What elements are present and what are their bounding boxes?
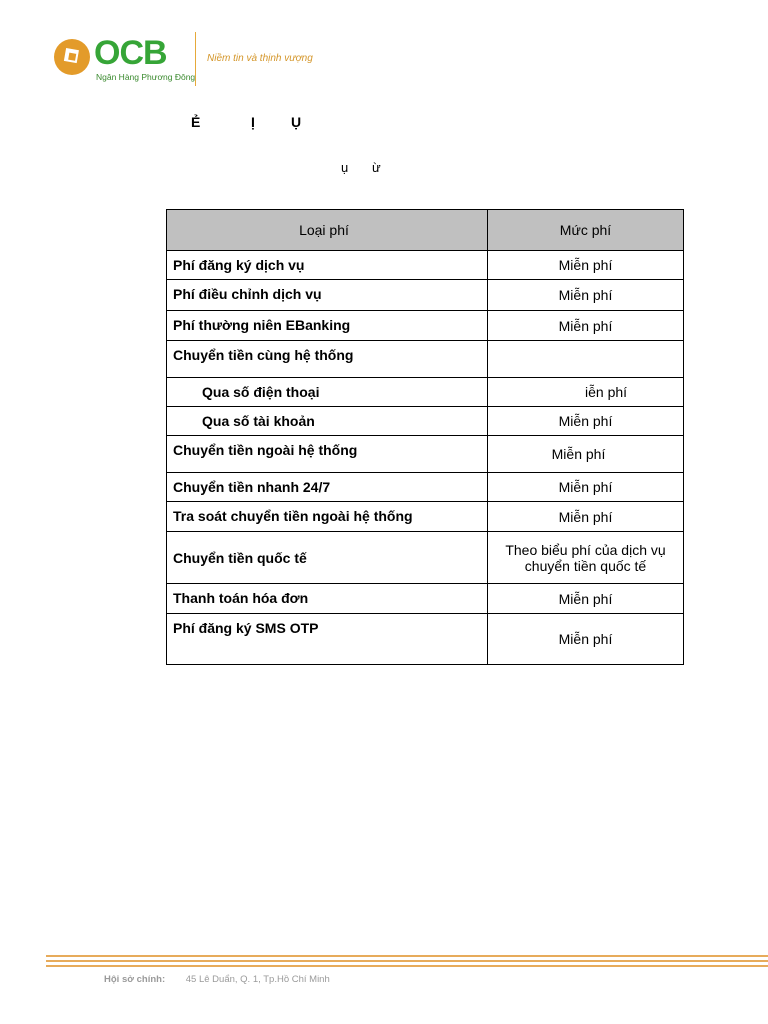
footer-rule bbox=[46, 955, 768, 970]
fee-amount: Miễn phí bbox=[488, 251, 684, 280]
table-row bbox=[167, 584, 684, 614]
footer-address-text: 45 Lê Duẩn, Q. 1, Tp.Hồ Chí Minh bbox=[185, 974, 330, 985]
fee-amount: iễn phí bbox=[488, 378, 684, 407]
table-row bbox=[167, 502, 684, 532]
fee-type: Phí điều chỉnh dịch vụ bbox=[167, 280, 488, 311]
fee-table bbox=[166, 209, 684, 665]
table-row bbox=[167, 614, 684, 665]
fee-amount: Miễn phí bbox=[488, 311, 684, 341]
fee-type: Qua số điện thoại bbox=[167, 378, 488, 407]
footer-address bbox=[104, 974, 330, 985]
fee-type: Phí thường niên EBanking bbox=[167, 311, 488, 341]
footer-line bbox=[46, 955, 768, 957]
fee-amount: Miễn phí bbox=[488, 584, 684, 614]
fee-type: Phí đăng ký SMS OTP bbox=[167, 614, 488, 665]
fee-amount: Miễn phí bbox=[488, 407, 684, 436]
fee-amount: Miễn phí bbox=[488, 473, 684, 502]
header-divider bbox=[195, 32, 196, 86]
slogan: Niềm tin và thịnh vượng bbox=[207, 53, 313, 64]
fee-type: Chuyển tiền cùng hệ thống bbox=[167, 341, 488, 378]
table-row bbox=[167, 473, 684, 502]
fee-type: Thanh toán hóa đơn bbox=[167, 584, 488, 614]
fee-amount: Theo biểu phí của dịch vụ chuyển tiền quốc tế bbox=[488, 532, 684, 584]
logo-subtitle: Ngân Hàng Phương Đông bbox=[96, 72, 196, 82]
fee-amount: Miễn phí bbox=[488, 502, 684, 532]
fee-type: Chuyển tiền nhanh 24/7 bbox=[167, 473, 488, 502]
title-fragment: Ị bbox=[251, 114, 255, 130]
ocb-logo bbox=[54, 34, 196, 88]
subtitle-fragment: ụ bbox=[341, 160, 349, 175]
header-fee-amount: Mức phí bbox=[488, 210, 684, 251]
fee-amount bbox=[488, 341, 684, 378]
footer-line bbox=[46, 965, 768, 967]
table-row bbox=[167, 378, 684, 407]
table-row bbox=[167, 341, 684, 378]
fee-amount: Miễn phí bbox=[488, 436, 684, 473]
logo-wordmark: OCB bbox=[94, 34, 167, 72]
fee-amount: Miễn phí bbox=[488, 280, 684, 311]
table-row bbox=[167, 532, 684, 584]
fee-type: Phí đăng ký dịch vụ bbox=[167, 251, 488, 280]
footer-label: Hội sở chính: bbox=[104, 974, 166, 985]
table-row bbox=[167, 251, 684, 280]
fee-amount: Miễn phí bbox=[488, 614, 684, 665]
header-fee-type: Loại phí bbox=[167, 210, 488, 251]
fee-type: Chuyển tiền quốc tế bbox=[167, 532, 488, 584]
fee-type: Qua số tài khoản bbox=[167, 407, 488, 436]
footer-line bbox=[46, 960, 768, 962]
ocb-logo-mark-icon bbox=[54, 39, 90, 75]
table-row bbox=[167, 311, 684, 341]
fee-type: Chuyển tiền ngoài hệ thống bbox=[167, 436, 488, 473]
table-row bbox=[167, 280, 684, 311]
fee-type: Tra soát chuyển tiền ngoài hệ thống bbox=[167, 502, 488, 532]
table-row bbox=[167, 407, 684, 436]
subtitle-fragment: ừ bbox=[372, 160, 381, 175]
title-fragment: Ẻ bbox=[191, 114, 201, 130]
table-header-row bbox=[167, 210, 684, 251]
title-fragment: Ụ bbox=[291, 114, 302, 130]
table-row bbox=[167, 436, 684, 473]
